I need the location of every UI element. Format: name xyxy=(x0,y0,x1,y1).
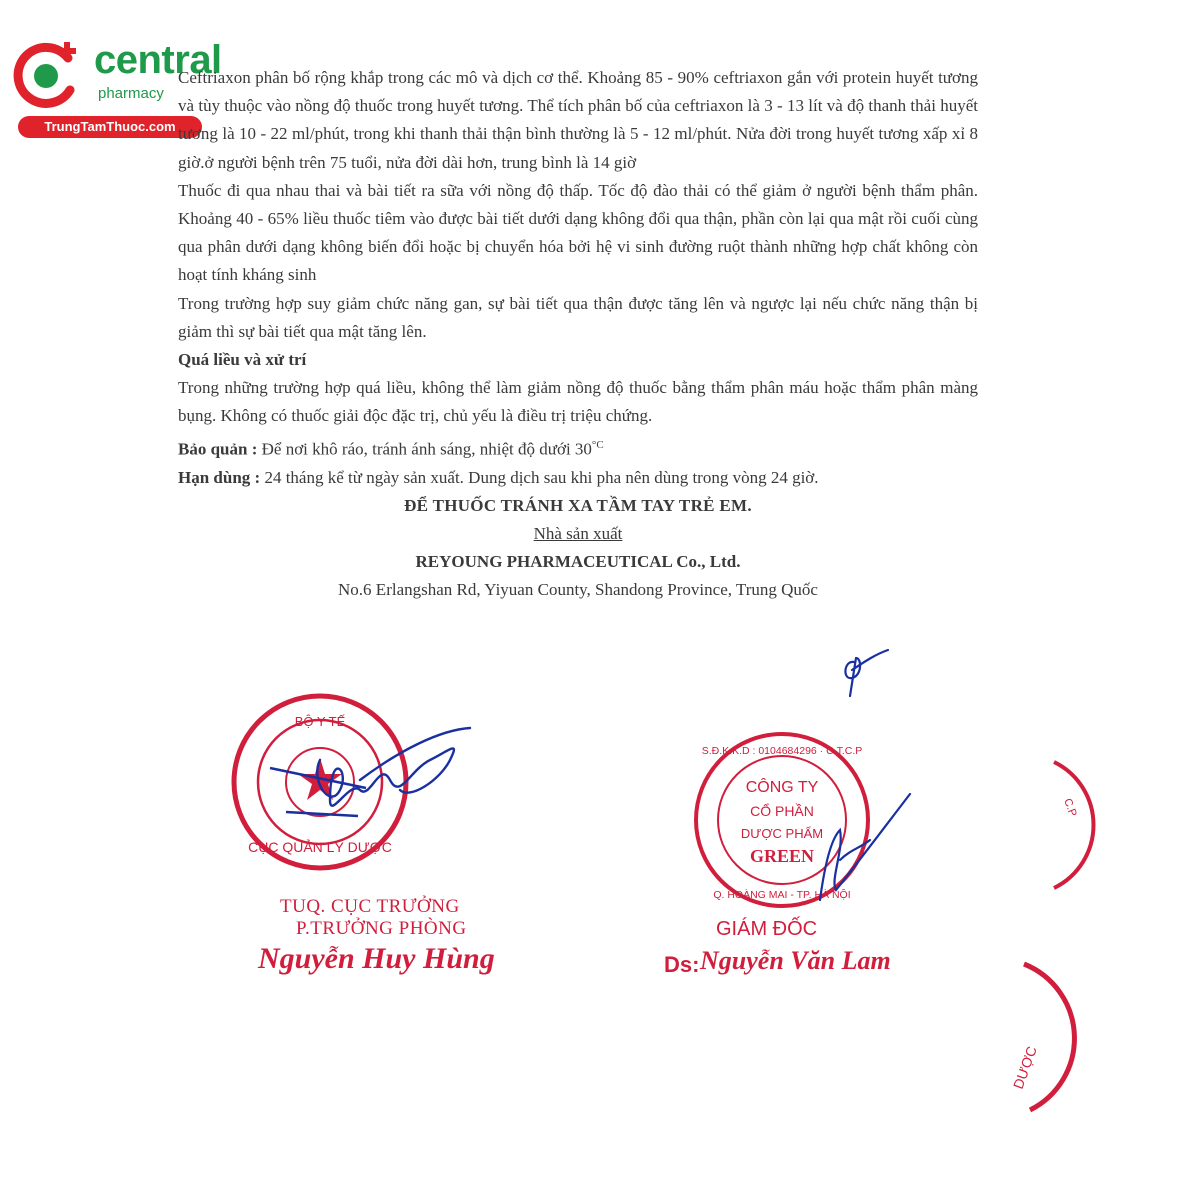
right-signature-icon xyxy=(800,790,920,910)
paragraph-excretion: Thuốc đi qua nhau thai và bài tiết ra sữa với nồng độ thấp. Tốc độ đào thải có thể giảm ở người bệnh thẩm phân. Khoảng 40 - 65% liều thuốc tiêm vào được bài tiết dưới dạng không đổi qua thận, phần còn lại qua mật rồi cuối cùng qua phân dưới dạng không biến đổi hoặc bị chuyển hóa bởi hệ vi sinh đường ruột thành những hợp chất không còn hoạt tính kháng sinh xyxy=(178,180,978,285)
svg-text:DƯỢC: DƯỢC xyxy=(1010,1044,1040,1092)
storage-unit: °C xyxy=(591,438,604,451)
overdose-text: Trong những trường hợp quá liều, không thể làm giảm nồng độ thuốc bằng thẩm phân máu hoặc thẩm phân màng bụng. Không có thuốc giải độc đặc trị, chủ yếu là điều trị triệu chứng. xyxy=(178,378,978,426)
left-signer-name: Nguyễn Huy Hùng xyxy=(258,942,495,975)
left-signature-icon xyxy=(300,720,480,840)
expiry-label: Hạn dùng : xyxy=(178,467,261,487)
svg-text:CỤC QUẢN LÝ DƯỢC: CỤC QUẢN LÝ DƯỢC xyxy=(248,839,392,855)
right-signer-name: Nguyễn Văn Lam xyxy=(700,946,891,975)
svg-text:CÔNG TY: CÔNG TY xyxy=(745,779,819,796)
svg-text:CỔ PHẦN: CỔ PHẦN xyxy=(750,803,814,819)
paragraph-distribution: Ceftriaxon phân bố rộng khắp trong các mô và dịch cơ thể. Khoảng 85 - 90% ceftriaxon gắn với protein huyết tương và tùy thuộc vào nồng độ thuốc trong huyết tương. Thể tích phân bố của ceftriaxon là 3 - 13 lít và độ thanh thải huyết tương là 10 - 22 ml/phút, trong khi thanh thải thận bình thường là 5 - 12 ml/phút. Nửa đời trong huyết tương xấp xỉ 8 giờ.ở người bệnh trên 75 tuổi, nửa đời dài hơn, trung bình là 14 giờ xyxy=(178,68,978,172)
manufacturer-label-line xyxy=(178,520,978,548)
manufacturer-address: No.6 Erlangshan Rd, Yiyuan County, Shandong Province, Trung Quốc xyxy=(338,580,818,600)
right-title: GIÁM ĐỐC xyxy=(716,918,818,940)
storage-line xyxy=(178,431,978,464)
svg-text:GREEN: GREEN xyxy=(749,846,815,866)
partial-stamp-bottom-icon xyxy=(1010,960,1080,1120)
manufacturer-label: Nhà sản xuất xyxy=(533,523,623,543)
paragraph-impairment: Trong trường hợp suy giảm chức năng gan, sự bài tiết qua thận được tăng lên và ngược lại nếu chức năng thận bị giảm thì sự bài tiết qua mật tăng lên. xyxy=(178,293,978,341)
svg-text:C.P: C.P xyxy=(1061,796,1079,819)
storage-text: Để nơi khô ráo, tránh ánh sáng, nhiệt độ dưới 30 xyxy=(261,439,592,459)
expiry-text: 24 tháng kể từ ngày sản xuất. Dung dịch sau khi pha nên dùng trong vòng 24 giờ. xyxy=(264,467,819,487)
central-pharmacy-logo-icon xyxy=(10,38,86,114)
right-signer-prefix: Ds: xyxy=(664,952,700,977)
svg-text:Q. HOÀNG MAI - TP. HÀ NỘI: Q. HOÀNG MAI - TP. HÀ NỘI xyxy=(713,889,851,901)
storage-label: Bảo quản : xyxy=(178,439,258,459)
document-body xyxy=(178,64,978,605)
logo-name: central xyxy=(94,38,222,82)
svg-text:DƯỢC PHẨM: DƯỢC PHẨM xyxy=(740,826,824,841)
svg-text:BỘ Y TẾ: BỘ Y TẾ xyxy=(294,714,346,729)
manufacturer-name: REYOUNG PHARMACEUTICAL Co., Ltd. xyxy=(415,552,741,572)
logo-url[interactable]: TrungTamThuoc.com xyxy=(18,116,202,138)
expiry-line xyxy=(178,464,978,492)
left-title-2: P.TRƯỞNG PHÒNG xyxy=(296,918,467,939)
initial-signature-icon xyxy=(836,640,890,700)
left-title-1: TUQ. CỤC TRƯỞNG xyxy=(280,896,460,917)
logo-subtitle: pharmacy xyxy=(98,85,164,102)
child-warning: ĐỂ THUỐC TRÁNH XA TẦM TAY TRẺ EM. xyxy=(404,495,752,515)
overdose-heading: Quá liều và xử trí xyxy=(178,350,307,370)
partial-stamp-top-icon xyxy=(1040,760,1100,890)
svg-text:S.Đ.K.K.D : 0104684296 · C.T.C: S.Đ.K.K.D : 0104684296 · C.T.C.P xyxy=(701,745,863,757)
